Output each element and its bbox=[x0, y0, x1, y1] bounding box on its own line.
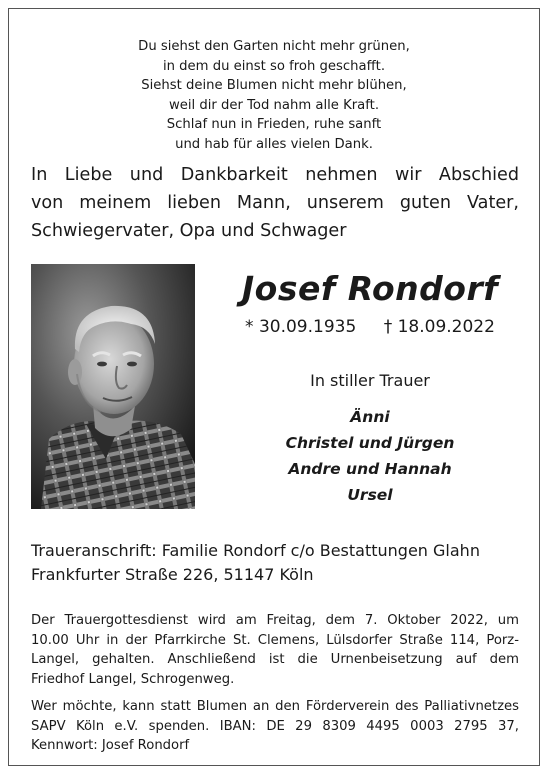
service-info bbox=[31, 611, 519, 756]
portrait-photo-image bbox=[31, 264, 195, 509]
poem-line: und hab für alles vielen Dank. bbox=[175, 136, 373, 152]
poem-line: weil dir der Tod nahm alle Kraft. bbox=[168, 97, 380, 113]
service-line: Friedhof Langel, Schrogenweg. bbox=[31, 671, 235, 687]
service-line: Der Trauergottesdienst wird am Freitag, dem 7. Oktober 2022, um bbox=[31, 613, 519, 628]
birth-date: * 30.09.1935 bbox=[245, 317, 357, 337]
address-line: Frankfurter Straße 226, 51147 Köln bbox=[31, 565, 314, 584]
mourner-name: Ursel bbox=[347, 486, 393, 504]
poem-line: Siehst deine Blumen nicht mehr blühen, bbox=[141, 78, 407, 93]
obituary-card bbox=[8, 8, 540, 766]
mourning-address bbox=[31, 539, 526, 587]
poem bbox=[9, 37, 539, 154]
donation-paragraph bbox=[31, 697, 519, 756]
service-line: Langel, gehalten. Anschließend ist die Urnenbeisetzung auf dem bbox=[31, 652, 519, 667]
mourner-name: Änni bbox=[350, 408, 390, 426]
donation-line: Wer möchte, kann statt Blumen an den Förderverein des Palliativnetzes bbox=[31, 699, 519, 714]
donation-line: SAPV Köln e.V. spenden. IBAN: DE 29 8309 4495 0003 2795 37, bbox=[31, 718, 519, 734]
portrait-photo bbox=[31, 264, 195, 509]
intro-line: Schwiegervater, Opa und Schwager bbox=[31, 221, 347, 241]
poem-line: Du siehst den Garten nicht mehr grünen, bbox=[138, 39, 410, 54]
address-line: Traueranschrift: Familie Rondorf c/o Bestattungen Glahn bbox=[31, 541, 480, 560]
intro-line: von meinem lieben Mann, unserem guten Vater, bbox=[31, 193, 519, 213]
service-paragraph bbox=[31, 611, 519, 689]
intro-text bbox=[31, 161, 519, 245]
life-dates bbox=[199, 315, 541, 339]
mourners-list bbox=[199, 404, 541, 508]
mourner-name: Christel und Jürgen bbox=[285, 434, 455, 452]
service-line: 10.00 Uhr in der Pfarrkirche St. Clemens, Lülsdorfer Straße 114, Porz- bbox=[31, 632, 519, 648]
deceased-name: Josef Rondorf bbox=[241, 269, 499, 308]
mourner-name: Andre und Hannah bbox=[288, 460, 452, 478]
death-date: † 18.09.2022 bbox=[383, 317, 495, 337]
poem-line: in dem du einst so froh geschafft. bbox=[162, 58, 386, 74]
poem-line: Schlaf nun in Frieden, ruhe sanft bbox=[166, 117, 382, 132]
intro-line: In Liebe und Dankbarkeit nehmen wir Abschied bbox=[31, 165, 519, 185]
mourning-label: In stiller Trauer bbox=[310, 371, 430, 390]
donation-line: Kennwort: Josef Rondorf bbox=[31, 738, 190, 753]
